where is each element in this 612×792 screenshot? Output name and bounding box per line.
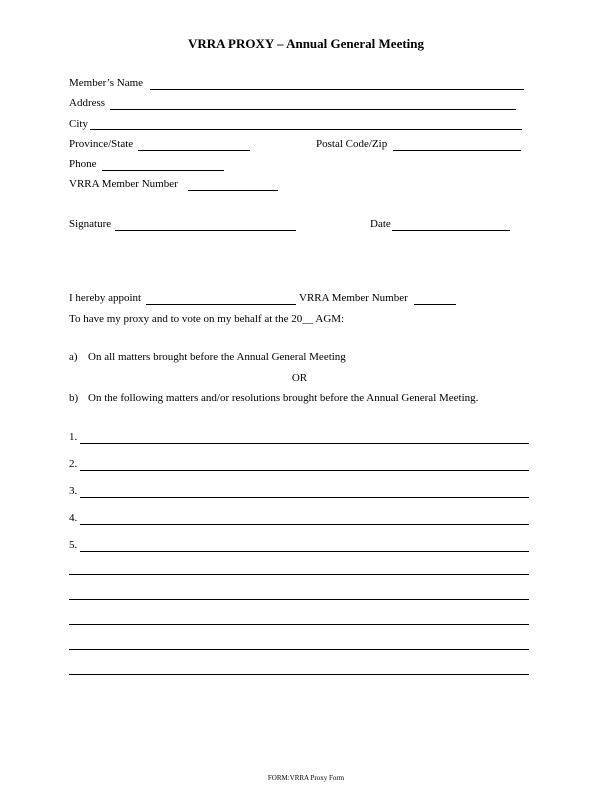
form-footer: FORM:VRRA Proxy Form <box>267 774 345 782</box>
address-line[interactable] <box>110 109 516 110</box>
date-label: Date <box>370 218 391 230</box>
item-number: 3. <box>69 485 78 497</box>
option-a-text: On all matters brought before the Annual General Meeting <box>88 351 346 363</box>
item-number: 5. <box>69 539 78 551</box>
member-name-line[interactable] <box>150 89 524 90</box>
item-number: 2. <box>69 458 78 470</box>
blank-line[interactable] <box>69 649 529 650</box>
item-number: 1. <box>69 431 78 443</box>
or-separator: OR <box>291 372 308 384</box>
item-line-2[interactable] <box>80 470 529 471</box>
blank-line[interactable] <box>69 599 529 600</box>
blank-line[interactable] <box>69 674 529 675</box>
province-line[interactable] <box>138 150 250 151</box>
item-line-4[interactable] <box>80 524 529 525</box>
phone-label: Phone <box>69 158 97 170</box>
option-b-marker: b) <box>69 392 79 404</box>
city-line[interactable] <box>90 129 522 130</box>
appoint-label: I hereby appoint <box>69 292 142 304</box>
item-line-5[interactable] <box>80 551 529 552</box>
postal-label: Postal Code/Zip <box>316 138 388 150</box>
date-line[interactable] <box>392 230 510 231</box>
postal-line[interactable] <box>393 150 521 151</box>
address-label: Address <box>69 97 106 109</box>
province-label: Province/State <box>69 138 134 150</box>
proxy-statement: To have my proxy and to vote on my behalf at the 20__ AGM: <box>69 313 345 325</box>
appoint-name-line[interactable] <box>146 304 296 305</box>
signature-line[interactable] <box>115 230 296 231</box>
item-line-3[interactable] <box>80 497 529 498</box>
item-number: 4. <box>69 512 78 524</box>
option-b-text: On the following matters and/or resolutions brought before the Annual General Meeting. <box>88 392 479 404</box>
blank-line[interactable] <box>69 624 529 625</box>
appoint-member-number-label: VRRA Member Number <box>299 292 408 304</box>
appoint-member-number-line[interactable] <box>414 304 456 305</box>
option-a-marker: a) <box>69 351 78 363</box>
member-number-line[interactable] <box>188 190 278 191</box>
phone-line[interactable] <box>102 170 224 171</box>
blank-line[interactable] <box>69 574 529 575</box>
item-line-1[interactable] <box>80 443 529 444</box>
form-title: VRRA PROXY – Annual General Meeting <box>187 36 425 51</box>
signature-label: Signature <box>69 218 112 230</box>
city-label: City <box>69 118 88 130</box>
member-name-label: Member’s Name <box>69 77 144 89</box>
member-number-label: VRRA Member Number <box>69 178 178 190</box>
